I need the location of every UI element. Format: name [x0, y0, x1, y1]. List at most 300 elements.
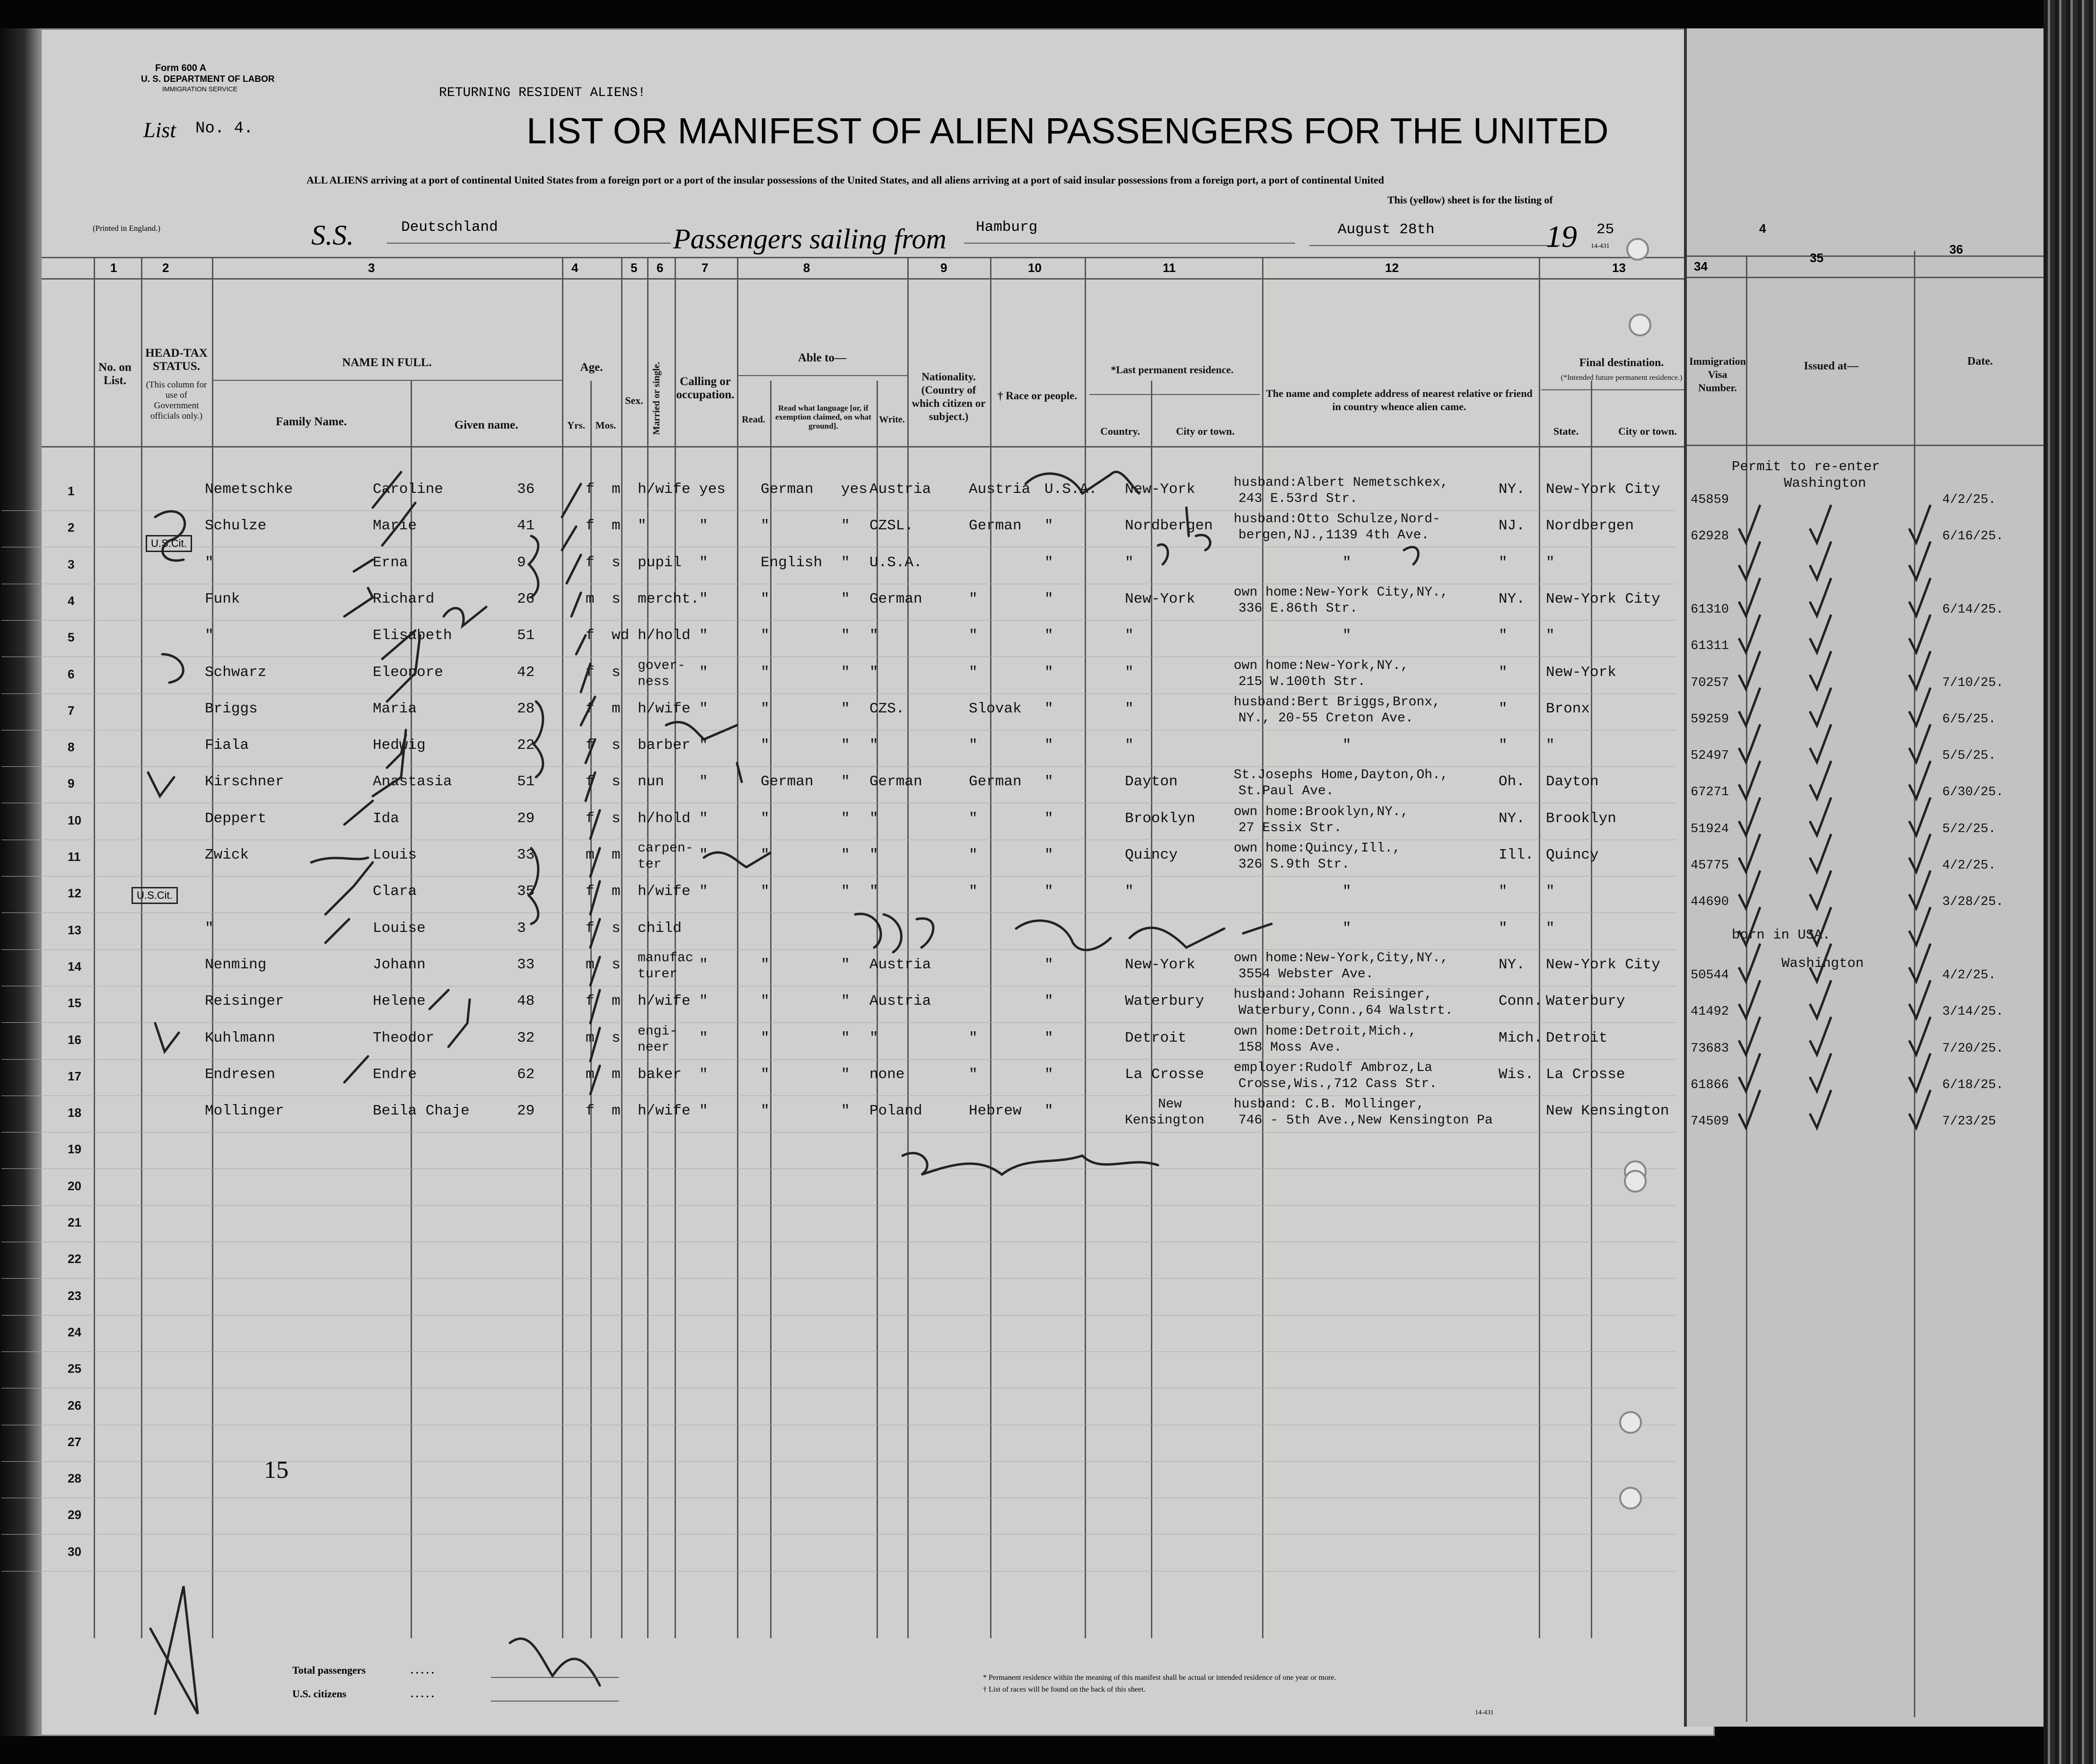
given-name: Helene: [373, 993, 426, 1010]
relative-line-1: own home:Detroit,Mich.,: [1234, 1024, 1417, 1039]
footer-note-2: † List of races will be found on the back of this sheet.: [983, 1685, 1146, 1694]
footer-citizens-dots: . . . . .: [411, 1688, 434, 1700]
sex: f: [586, 993, 595, 1010]
marital-status: s: [612, 773, 621, 790]
hdr-sex: Sex.: [625, 395, 643, 406]
family-name: Schulze: [205, 518, 267, 535]
issue-date: 5/5/25.: [1942, 749, 1996, 764]
can-read: ": [699, 518, 708, 535]
column-number: 2: [162, 261, 169, 275]
residence-city: ": [1125, 554, 1134, 571]
residence-country: ": [1044, 664, 1053, 681]
table-row: [1, 877, 1676, 913]
dest-state: NY.: [1499, 956, 1525, 973]
punch-hole: [1626, 238, 1649, 261]
port-underline: [964, 243, 1295, 244]
relative-line-2: 326 S.9th Str.: [1238, 857, 1350, 872]
year-prefix: 19: [1546, 219, 1577, 254]
occupation: gover-: [638, 658, 685, 673]
form-code: 14-431: [1591, 243, 1610, 250]
column-number: 13: [1612, 261, 1626, 275]
can-read: ": [699, 847, 708, 863]
row-number: 20: [68, 1178, 81, 1193]
age-years: 36: [517, 481, 535, 498]
row-number: 5: [68, 630, 75, 645]
relative-line-1: own home:New-York,City,NY.,: [1234, 950, 1448, 965]
hdr-final-dest: Final destination.: [1579, 357, 1664, 369]
hdr-last-residence: *Last permanent residence.: [1111, 364, 1234, 376]
age-years: 29: [517, 1103, 535, 1120]
dest-city: ": [1546, 920, 1555, 937]
race: ": [969, 1029, 978, 1046]
dest-city: New-York City: [1546, 956, 1660, 973]
hdr-able-to: Able to—: [798, 351, 847, 364]
dest-city: Bronx: [1546, 700, 1590, 717]
row-number: 16: [68, 1032, 81, 1047]
table-row-empty: [1, 1352, 1676, 1388]
date-underline: [1309, 245, 1560, 246]
dest-city: New Kensington: [1546, 1103, 1669, 1120]
marital-status: s: [612, 737, 621, 754]
nationality: CZS.: [869, 700, 905, 717]
nationality: ": [869, 883, 878, 900]
age-years: 3: [517, 920, 526, 937]
residence-city: New-York: [1125, 590, 1195, 607]
rp-issued-header: Issued at—: [1804, 360, 1859, 372]
relative-line-1: employer:Rudolf Ambroz,La: [1234, 1060, 1433, 1075]
race: ": [969, 847, 978, 863]
dest-state: Conn.: [1499, 993, 1543, 1010]
issue-date: 6/30/25.: [1942, 785, 2004, 800]
read-language: ": [761, 1103, 770, 1120]
can-write: ": [841, 737, 850, 754]
issue-date: 7/23/25: [1942, 1115, 1996, 1129]
age-years: 42: [517, 664, 535, 681]
nationality: Poland: [869, 1103, 922, 1120]
marital-status: m: [612, 700, 621, 717]
punch-hole: [1619, 1411, 1642, 1434]
family-name: ": [205, 920, 214, 937]
dest-city: Dayton: [1546, 773, 1599, 790]
table-row: [1, 767, 1676, 803]
nationality: none: [869, 1066, 905, 1083]
sex: f: [586, 737, 595, 754]
sex: f: [586, 664, 595, 681]
dest-city: New-York City: [1546, 481, 1660, 498]
given-name: Ida: [373, 810, 399, 827]
sex: f: [586, 700, 595, 717]
issue-date: 4/2/25.: [1942, 859, 1996, 873]
occupation: h/wife: [638, 481, 691, 498]
ss-label: S.S.: [311, 219, 354, 251]
hdr-dest-city: City or town.: [1618, 425, 1677, 437]
table-row-empty: [1, 1462, 1676, 1498]
occupation: baker: [638, 1066, 682, 1083]
can-write: ": [841, 664, 850, 681]
relative-line-2: 243 E.53rd Str.: [1238, 491, 1358, 506]
occupation: nun: [638, 773, 664, 790]
sex: m: [586, 956, 595, 973]
relative-line-2: 336 E.86th Str.: [1238, 601, 1358, 616]
footer-total: Total passengers: [292, 1664, 366, 1676]
able-sub-line: [737, 375, 907, 376]
age-years: 51: [517, 627, 535, 644]
visa-number: 59259: [1691, 712, 1729, 727]
read-language: ": [761, 737, 770, 754]
column-number: 12: [1385, 261, 1399, 275]
table-row: [1, 548, 1676, 584]
read-language: ": [761, 810, 770, 827]
can-read: ": [699, 1029, 708, 1046]
visa-number: 45775: [1691, 859, 1729, 873]
can-read: ": [699, 737, 708, 754]
age-years: 62: [517, 1066, 535, 1083]
can-write: ": [841, 1066, 850, 1083]
race: German: [969, 773, 1022, 790]
row-number: 17: [68, 1069, 81, 1083]
family-name: Kirschner: [205, 773, 284, 790]
row-number: 27: [68, 1434, 81, 1449]
age-years: 29: [517, 810, 535, 827]
marital-status: m: [612, 847, 621, 863]
race: Austria: [969, 481, 1031, 498]
page-stack-edge: [2043, 0, 2096, 1764]
visa-number: 45859: [1691, 493, 1729, 507]
given-name: Anastasia: [373, 773, 452, 790]
rp-permit-note: Permit to re-enter: [1732, 459, 1880, 474]
occupation: barber: [638, 737, 691, 754]
table-row: [1, 658, 1676, 694]
header-number-line: [42, 278, 1716, 280]
can-read: ": [699, 883, 708, 900]
marital-status: m: [612, 1103, 621, 1120]
given-name: Marie: [373, 518, 417, 535]
residence-city: ": [1125, 700, 1134, 717]
us-cit-stamp: U.S.Cit.: [146, 535, 192, 552]
residence-city: ": [1125, 664, 1134, 681]
row-number: 6: [68, 667, 75, 681]
can-write: ": [841, 810, 850, 827]
age-years: 35: [517, 883, 535, 900]
row-number: 24: [68, 1325, 81, 1339]
age-years: 28: [517, 700, 535, 717]
right-page: [1684, 28, 2043, 1727]
subtitle-1: ALL ALIENS arriving at a port of continental United States from a foreign port or a port of the insular possessions of the United States, and all aliens arriving at a port of said insular possessions from a foreign port, a port of continental United: [307, 174, 1384, 186]
list-number: No. 4.: [195, 120, 254, 138]
family-name: Deppert: [205, 810, 267, 827]
hdr-state: State.: [1553, 425, 1579, 437]
row-number: 30: [68, 1544, 81, 1559]
department: U. S. DEPARTMENT OF LABOR: [141, 74, 275, 84]
visa-number: 67271: [1691, 785, 1729, 800]
family-name: Endresen: [205, 1066, 275, 1083]
footer-code: 14-431: [1475, 1709, 1494, 1716]
nationality: Austria: [869, 993, 931, 1010]
rp-date-header: Date.: [1967, 355, 1993, 368]
given-name: Endre: [373, 1066, 417, 1083]
punch-hole: [1624, 1170, 1647, 1193]
hdr-race: † Race or people.: [997, 390, 1078, 402]
marital-status: s: [612, 554, 621, 571]
given-name: Maria: [373, 700, 417, 717]
table-row: [1, 474, 1676, 511]
residence-country: ": [1044, 1103, 1053, 1120]
dest-city: ": [1546, 554, 1555, 571]
marital-status: s: [612, 664, 621, 681]
relative-line-1: St.Josephs Home,Dayton,Oh.,: [1234, 768, 1448, 783]
sex: f: [586, 920, 595, 937]
hdr-no-on-list: No. on List.: [98, 361, 132, 387]
can-write: ": [841, 554, 850, 571]
residence-city: New-York: [1125, 481, 1195, 498]
row-number: 2: [68, 520, 75, 535]
read-language: ": [761, 883, 770, 900]
residence-city: Detroit: [1125, 1029, 1187, 1046]
rp-check-marks: [1687, 28, 2046, 1727]
table-row: [1, 1023, 1676, 1060]
family-name: ": [205, 627, 214, 644]
hdr-relative: The name and complete address of nearest relative or friend in country whence alien came.: [1266, 387, 1533, 412]
occupation-cont: neer: [638, 1040, 670, 1055]
family-name: Kuhlmann: [205, 1029, 275, 1046]
nationality: German: [869, 773, 922, 790]
table-row: [1, 804, 1676, 840]
occupation-cont: ness: [638, 674, 670, 689]
table-row: [1, 950, 1676, 986]
age-years: 51: [517, 773, 535, 790]
marital-status: m: [612, 883, 621, 900]
family-name: ": [205, 554, 214, 571]
can-write: ": [841, 847, 850, 863]
residence-country: ": [1044, 737, 1053, 754]
sex: f: [586, 773, 595, 790]
printed-note: (Printed in England.): [93, 224, 161, 233]
footer-total-dots: . . . . .: [411, 1664, 434, 1676]
can-write: ": [841, 700, 850, 717]
can-read: yes: [699, 481, 726, 498]
us-cit-stamp-2: U.S.Cit.: [132, 887, 178, 904]
issue-date: 4/2/25.: [1942, 968, 1996, 983]
name-sub-line: [212, 380, 562, 381]
can-write: ": [841, 956, 850, 973]
given-name: Caroline: [373, 481, 443, 498]
row-number: 4: [68, 593, 75, 608]
sex: m: [586, 847, 595, 863]
can-read: ": [699, 590, 708, 607]
table-row-empty: [1, 1535, 1676, 1571]
marital-status: m: [612, 481, 621, 498]
row-number: 9: [68, 776, 75, 791]
sex: f: [586, 481, 595, 498]
year: 25: [1596, 221, 1614, 238]
residence-city: Brooklyn: [1125, 810, 1195, 827]
residence-city: ": [1125, 737, 1134, 754]
marital-status: m: [612, 1066, 621, 1083]
given-name: Beila Chaje: [373, 1103, 470, 1120]
marital-status: s: [612, 920, 621, 937]
table-row: [1, 840, 1676, 877]
hdr-given-name: Given name.: [454, 419, 518, 431]
family-name: Reisinger: [205, 993, 284, 1010]
age-years: 33: [517, 847, 535, 863]
issue-date: 3/28/25.: [1942, 895, 2004, 910]
column-number: 11: [1163, 261, 1176, 275]
can-read: ": [699, 810, 708, 827]
dest-city: ": [1546, 627, 1555, 644]
issue-date: 6/14/25.: [1942, 602, 2004, 617]
table-row-empty: [1, 1242, 1676, 1279]
hdr-city: City or town.: [1176, 425, 1235, 437]
relative-line-2: NY., 20-55 Creton Ave.: [1238, 711, 1413, 726]
visa-number: 61310: [1691, 602, 1729, 617]
column-number: 5: [631, 261, 638, 275]
issue-date: 4/2/25.: [1942, 493, 1996, 507]
nationality: Austria: [869, 956, 931, 973]
relative-line-1: own home:Brooklyn,NY.,: [1234, 804, 1409, 819]
residence-country: U.S.A.: [1044, 481, 1097, 498]
occupation: child: [638, 920, 682, 937]
can-write: ": [841, 1029, 850, 1046]
rp-permit-city: Washington: [1784, 475, 1867, 491]
row-number: 22: [68, 1252, 81, 1266]
form-number: Form 600 A: [155, 63, 207, 73]
hdr-yrs: Yrs.: [567, 420, 585, 431]
residence-country: ": [1044, 883, 1053, 900]
table-row: [1, 584, 1676, 621]
can-write: ": [841, 627, 850, 644]
given-name: Elisabeth: [373, 627, 452, 644]
sex: f: [586, 518, 595, 535]
dest-city: ": [1546, 883, 1555, 900]
table-row: [1, 730, 1676, 767]
dest-city: Detroit: [1546, 1029, 1608, 1046]
occupation: h/hold: [638, 627, 691, 644]
visa-number: 74509: [1691, 1115, 1729, 1129]
occupation: ": [638, 518, 647, 535]
occupation-cont: ter: [638, 857, 662, 872]
visa-number: 50544: [1691, 968, 1729, 983]
dest-state: Wis.: [1499, 1066, 1534, 1083]
list-label: List: [143, 118, 176, 142]
family-name: Mollinger: [205, 1103, 284, 1120]
given-name: Theodor: [373, 1029, 435, 1046]
issue-date: 6/18/25.: [1942, 1078, 2004, 1092]
subtitle-2: This (yellow) sheet is for the listing of: [1387, 194, 1553, 206]
dest-state: NY.: [1499, 590, 1525, 607]
residence-city: New-York: [1125, 956, 1195, 973]
total-underline: [491, 1677, 619, 1678]
residence-country: ": [1044, 554, 1053, 571]
sailing-label: Passengers sailing from: [673, 223, 947, 255]
nationality: ": [869, 847, 878, 863]
age-years: 22: [517, 737, 535, 754]
issue-date: 5/2/25.: [1942, 822, 1996, 836]
age-years: 48: [517, 993, 535, 1010]
row-number: 13: [68, 922, 81, 937]
port-name: Hamburg: [976, 219, 1038, 236]
can-read: ": [699, 664, 708, 681]
relative: ": [1342, 627, 1351, 644]
residence-city: Quincy: [1125, 847, 1178, 863]
can-write: ": [841, 883, 850, 900]
given-name: Richard: [373, 590, 435, 607]
can-write: ": [841, 1103, 850, 1120]
hdr-final-dest-note: (*Intended future permanent residence.): [1561, 374, 1683, 382]
read-language: German: [761, 481, 814, 498]
rp-visa-header: Immigration Visa Number.: [1689, 355, 1746, 394]
dest-state: NY.: [1499, 810, 1525, 827]
relative-line-2: 215 W.100th Str.: [1238, 674, 1366, 689]
row-number: 14: [68, 959, 81, 974]
rp-col-36: 36: [1949, 242, 1963, 256]
sex: m: [586, 590, 595, 607]
dest-state: ": [1499, 920, 1508, 937]
row-number: 10: [68, 813, 81, 827]
race: ": [969, 664, 978, 681]
residence-country: ": [1044, 1066, 1053, 1083]
rp-col-35: 35: [1810, 251, 1824, 265]
punch-hole: [1629, 314, 1651, 336]
occupation: pupil: [638, 554, 682, 571]
occupation: manufac: [638, 950, 693, 965]
read-language: ": [761, 1066, 770, 1083]
can-read: ": [699, 700, 708, 717]
read-language: ": [761, 518, 770, 535]
occupation: carpen-: [638, 841, 693, 856]
can-read: ": [699, 1103, 708, 1120]
table-row: [1, 1060, 1676, 1096]
relative-line-2: 3554 Webster Ave.: [1238, 966, 1374, 982]
age-years: 9: [517, 554, 526, 571]
read-language: English: [761, 554, 823, 571]
age-years: 26: [517, 590, 535, 607]
dest-state: ": [1499, 664, 1508, 681]
occupation: h/hold: [638, 810, 691, 827]
visa-number: 51924: [1691, 822, 1729, 836]
race: ": [969, 1066, 978, 1083]
read-language: ": [761, 993, 770, 1010]
dest-city: Brooklyn: [1546, 810, 1616, 827]
column-number: 6: [657, 261, 664, 275]
occupation: mercht.: [638, 590, 700, 607]
visa-number: 44690: [1691, 895, 1729, 910]
hdr-age: Age.: [580, 361, 603, 374]
visa-number: 61311: [1691, 639, 1729, 654]
occupation: h/wife: [638, 1103, 691, 1120]
relative-line-2: 27 Essix Str.: [1238, 820, 1342, 835]
dest-sub-line: [1541, 389, 1704, 390]
race: ": [969, 883, 978, 900]
hdr-nationality: Nationality. (Country of which citizen or subject.): [912, 371, 986, 422]
sex: m: [586, 1066, 595, 1083]
page-number: 15: [264, 1457, 289, 1483]
dest-state: Mich.: [1499, 1029, 1543, 1046]
nationality: ": [869, 737, 878, 754]
given-name: Clara: [373, 883, 417, 900]
hdr-read: Read.: [742, 414, 765, 425]
residence-country: ": [1044, 810, 1053, 827]
age-years: 32: [517, 1029, 535, 1046]
given-name: Erna: [373, 554, 408, 571]
row-number: 25: [68, 1361, 81, 1376]
citizens-underline: [491, 1701, 619, 1702]
relative: ": [1342, 737, 1351, 754]
dest-state: ": [1499, 737, 1508, 754]
relative-line-2: 746 - 5th Ave.,New Kensington Pa: [1238, 1113, 1493, 1128]
dest-state: ": [1499, 883, 1508, 900]
table-row-empty: [1, 1206, 1676, 1242]
rp-header-top: 4: [1759, 221, 1766, 236]
